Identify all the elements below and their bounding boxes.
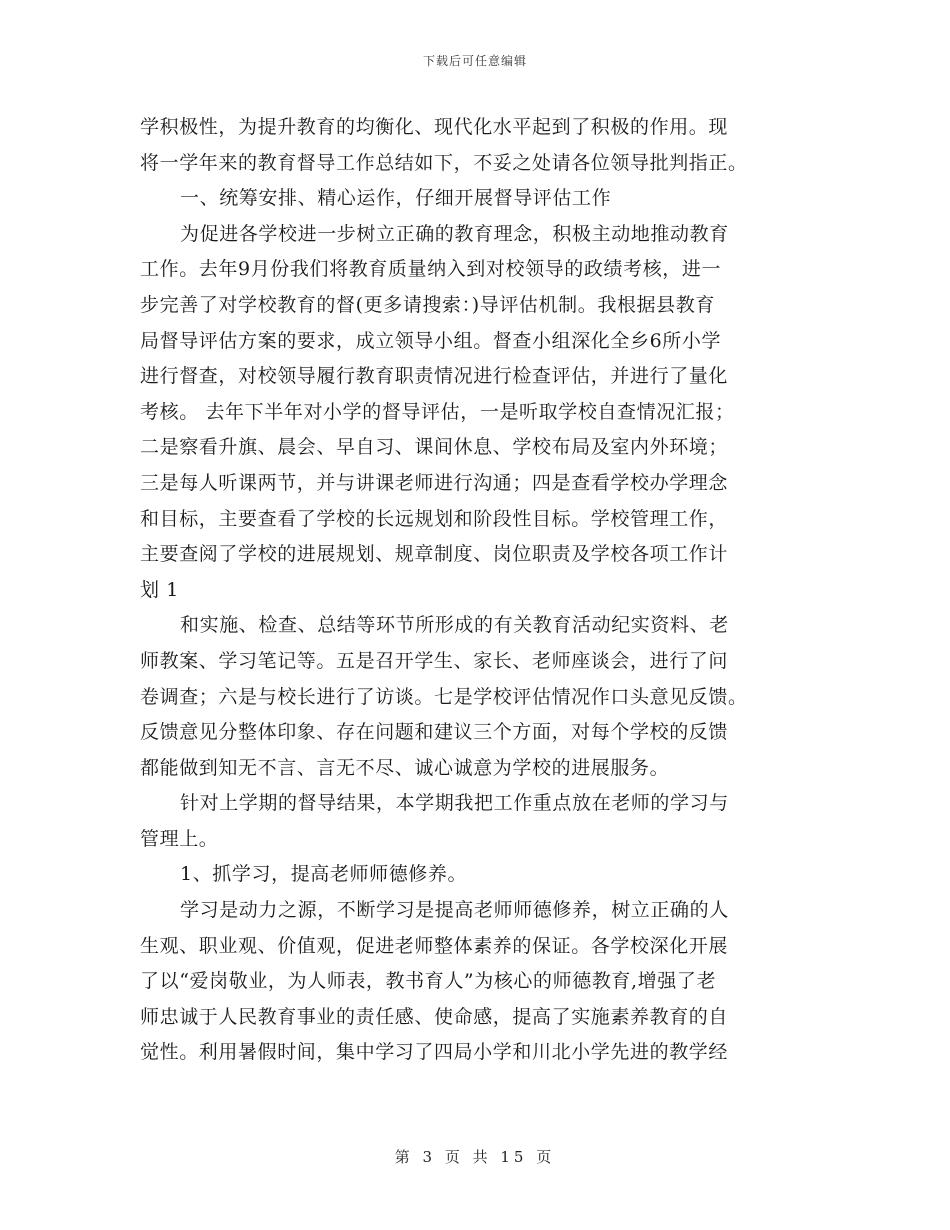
- page-header: 下载后可任意编辑: [422, 54, 527, 68]
- text-line: 一、统筹安排、精心运作，仔细开展督导评估工作: [180, 187, 612, 210]
- text-line: 卷调查；六是与校长进行了访谈。七是学校评估情况作口头意见反馈。: [140, 685, 748, 708]
- text-line: 局督导评估方案的要求，成立领导小组。督查小组深化全乡6所小学: [140, 329, 722, 352]
- text-line: 了以“爱岗敬业，为人师表，教书育人”为核心的师德教育,增强了老: [140, 970, 717, 993]
- text-line: 二是察看升旗、晨会、早自习、课间休息、学校布局及室内外环境；: [140, 436, 729, 459]
- text-line: 都能做到知无不言、言无不尽、诚心诚意为学校的进展服务。: [140, 756, 670, 779]
- text-line: 将一学年来的教育督导工作总结如下，不妥之处请各位领导批判指正。: [140, 151, 748, 174]
- text-line: 三是每人听课两节，并与讲课老师进行沟通；四是查看学校办学理念: [140, 471, 729, 494]
- page-number-footer: 第 3 页 共 15 页: [394, 1148, 556, 1166]
- text-line: 步完善了对学校教育的督(更多请搜索：)导评估机制。我根据县教育: [140, 293, 715, 316]
- text-line: 学积极性，为提升教育的均衡化、现代化水平起到了积极的作用。现: [140, 116, 729, 138]
- text-line: 针对上学期的督导结果，本学期我把工作重点放在老师的学习与: [180, 792, 729, 815]
- text-line: 考核。 去年下半年对小学的督导评估，一是听取学校自查情况汇报；: [140, 400, 735, 423]
- text-line: 反馈意见分整体印象、存在问题和建议三个方面，对每个学校的反馈: [140, 721, 729, 744]
- text-line: 觉性。利用暑假时间，集中学习了四局小学和川北小学先进的教学经: [140, 1041, 729, 1064]
- text-line: 师教案、学习笔记等。五是召开学生、家长、老师座谈会，进行了问: [140, 649, 729, 672]
- text-line: 生观、职业观、价值观，促进老师整体素养的保证。各学校深化开展: [140, 934, 729, 957]
- text-line: 进行督查，对校领导履行教育职责情况进行检查评估，并进行了量化: [140, 365, 729, 388]
- text-line: 管理上。: [140, 827, 219, 850]
- text-line: 划 1: [140, 578, 179, 601]
- text-line: 工作。去年9月份我们将教育质量纳入到对校领导的政绩考核，进一: [140, 258, 722, 281]
- text-line: 为促进各学校进一步树立正确的教育理念，积极主动地推动教育: [180, 222, 729, 245]
- text-line: 和实施、检查、总结等环节所形成的有关教育活动纪实资料、老: [180, 614, 729, 637]
- text-line: 1、抓学习，提高老师师德修养。: [180, 863, 468, 886]
- text-line: 学习是动力之源，不断学习是提高老师师德修养，树立正确的人: [180, 899, 729, 922]
- document-body: [140, 110, 810, 1071]
- text-line: 和目标，主要查看了学校的长远规划和阶段性目标。学校管理工作，: [140, 507, 729, 530]
- text-line: 师忠诚于人民教育事业的责任感、使命感，提高了实施素养教育的自: [140, 1005, 729, 1028]
- text-line: 主要查阅了学校的进展规划、规章制度、岗位职责及学校各项工作计: [140, 543, 729, 566]
